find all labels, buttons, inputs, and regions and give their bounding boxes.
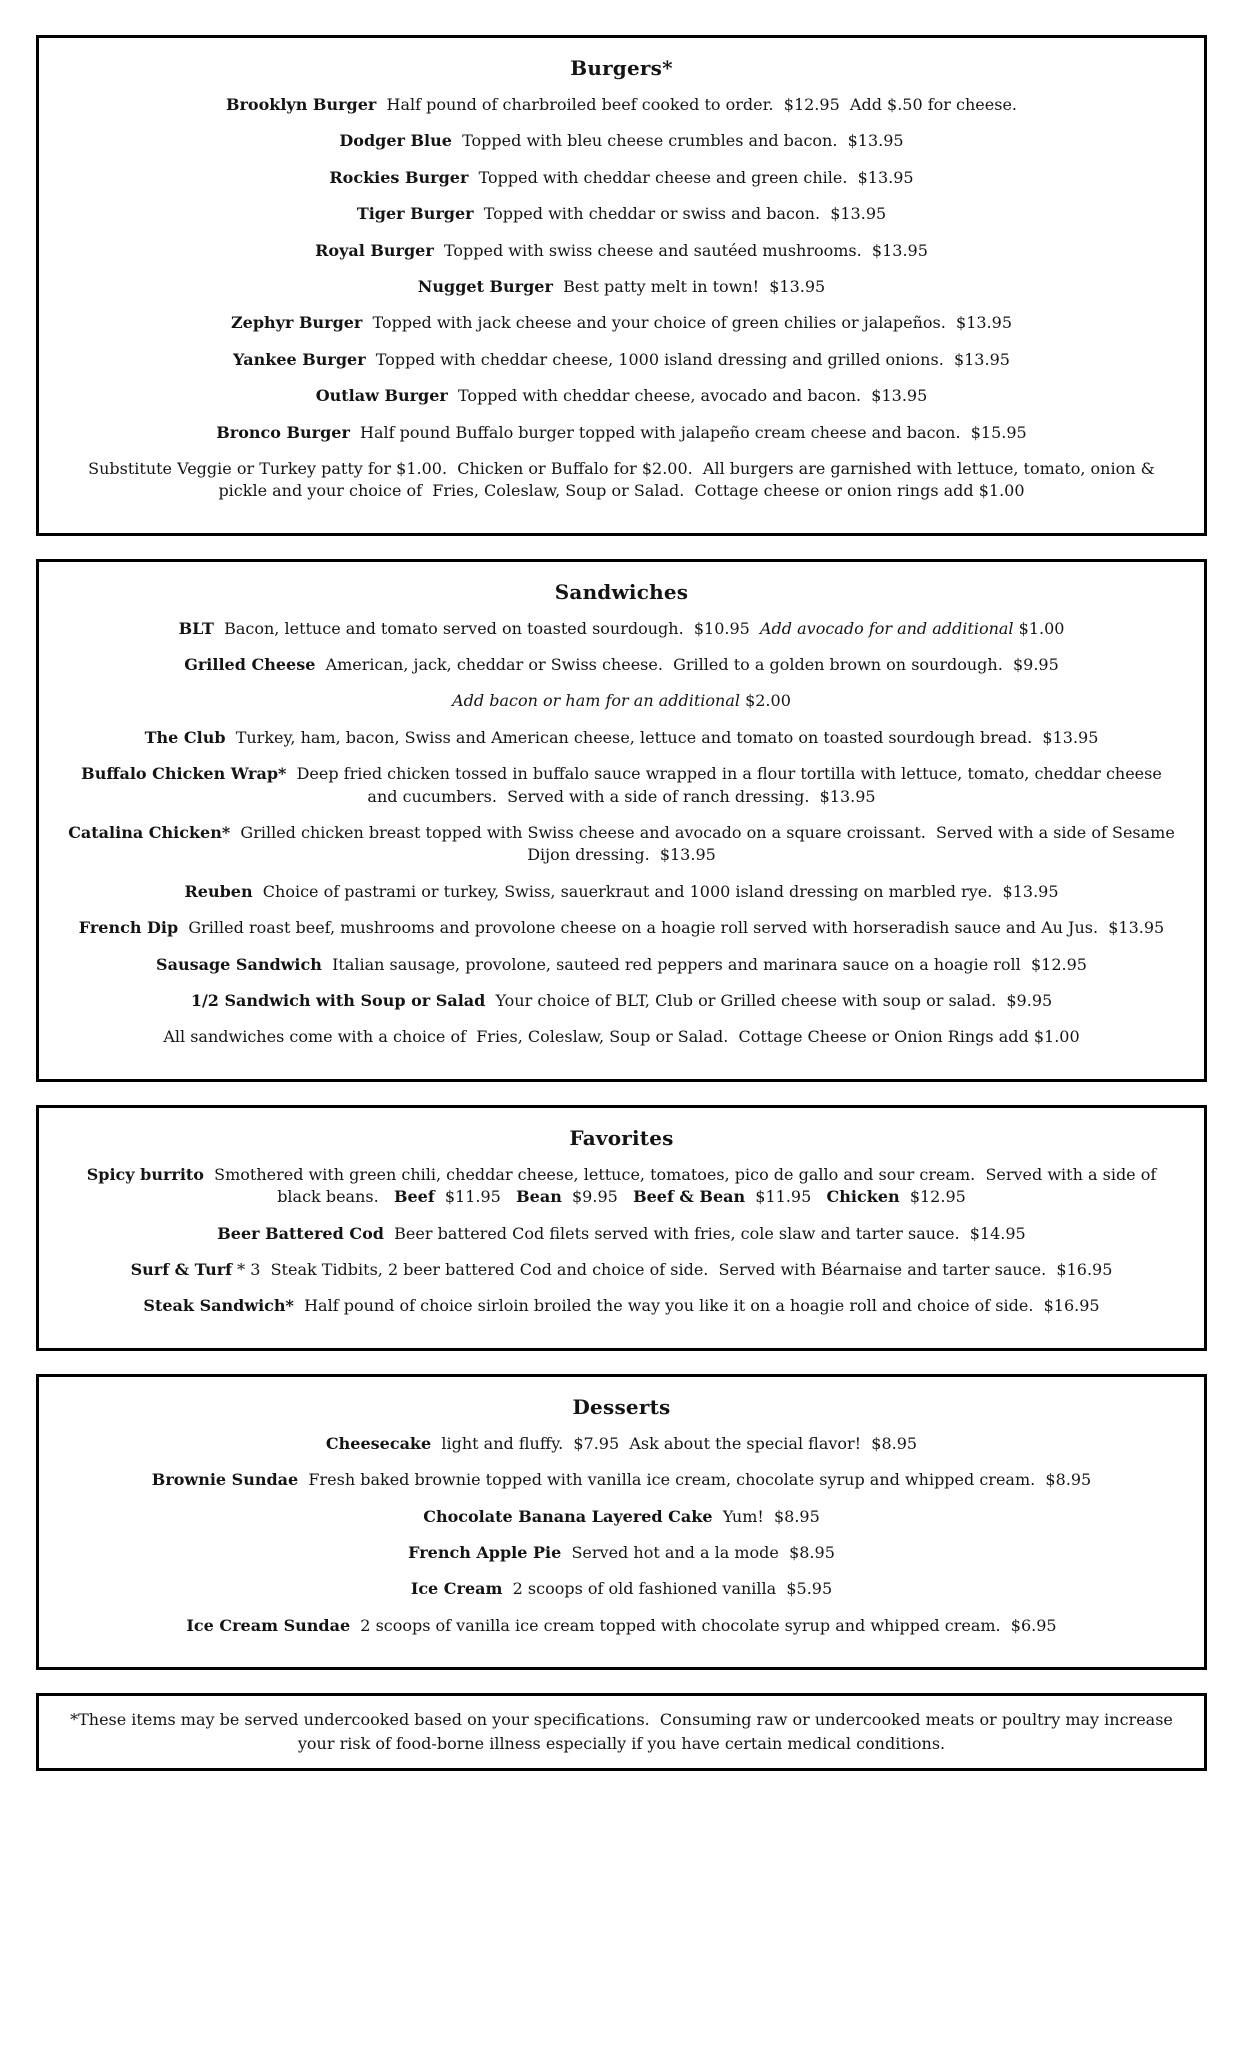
menu-item: [67, 385, 1176, 407]
item-description: American, jack, cheddar or Swiss cheese. Grilled to a golden brown on sourdough. $9.95: [315, 655, 1059, 675]
item-description: Topped with cheddar or swiss and bacon. $13.95: [473, 204, 887, 224]
item-description: Deep fried chicken tossed in buffalo sauce wrapped in a flour tortilla with lettuce, tomato, cheddar cheese and cucumbers. Served with a side of ranch dressing. $13.95: [286, 764, 1167, 806]
item-name: Reuben: [184, 881, 253, 901]
item-description: Yum! $8.95: [712, 1506, 820, 1526]
item-name: Cheesecake: [325, 1433, 432, 1453]
section-title: Sandwiches: [554, 579, 689, 604]
menu-item: [67, 1223, 1176, 1245]
item-description: Half pound of charbroiled beef cooked to order. $12.95 Add $.50 for cheese.: [376, 95, 1018, 114]
section-footnote: [57, 1026, 1186, 1048]
menu-item: [67, 130, 1176, 152]
menu-item: [67, 1506, 1176, 1528]
item-name: Beef & Bean: [633, 1187, 746, 1207]
item-name: Brownie Sundae: [151, 1470, 299, 1490]
item-description: 2 scoops of vanilla ice cream topped with chocolate syrup and whipped cream. $6.95: [350, 1615, 1057, 1635]
item-description: 2 scoops of old fashioned vanilla $5.95: [502, 1579, 833, 1599]
item-description: $12.95: [899, 1187, 966, 1207]
item-description: Topped with bleu cheese crumbles and bacon. $13.95: [451, 131, 904, 151]
item-name: Tiger Burger: [356, 204, 474, 224]
menu-page: [36, 35, 1207, 1771]
menu-item: [67, 94, 1176, 116]
item-note-italic: Add avocado for and additional: [760, 618, 1014, 638]
item-name: Catalina Chicken*: [68, 823, 231, 843]
menu-item: [67, 349, 1176, 371]
menu-item: [67, 1433, 1176, 1455]
item-name: Chicken: [826, 1187, 900, 1207]
menu-item: [67, 1164, 1176, 1209]
menu-item: [67, 1469, 1176, 1491]
menu-item: [67, 822, 1180, 867]
item-description: Half pound Buffalo burger topped with jalapeño cream cheese and bacon. $15.95: [349, 422, 1027, 442]
item-description: Topped with cheddar cheese, 1000 island dressing and grilled onions. $13.95: [365, 349, 1010, 369]
menu-item: [67, 917, 1176, 939]
item-description: All sandwiches come with a choice of Fries, Coleslaw, Soup or Salad. Cottage Cheese or Onion Rings add $1.00: [163, 1027, 1080, 1047]
item-name: French Apple Pie: [408, 1542, 562, 1562]
menu-item: [67, 727, 1176, 749]
item-description: Grilled chicken breast topped with Swiss cheese and avocado on a square croissant. Served with a side of Sesame Dijon dressing. $13.95: [230, 823, 1180, 865]
section-title: Desserts: [572, 1394, 671, 1419]
item-description: Beer battered Cod filets served with fries, cole slaw and tarter sauce. $14.95: [383, 1223, 1026, 1243]
menu-item: [67, 422, 1176, 444]
item-description: light and fluffy. $7.95 Ask about the special flavor! $8.95: [431, 1433, 918, 1453]
item-name: French Dip: [78, 918, 179, 938]
item-name: Dodger Blue: [339, 131, 452, 151]
item-description: Italian sausage, provolone, sauteed red peppers and marinara sauce on a hoagie roll $12.95: [321, 954, 1087, 974]
item-description: Half pound of choice sirloin broiled the way you like it on a hoagie roll and choice of side. $16.95: [293, 1296, 1100, 1316]
item-name: Bronco Burger: [216, 422, 350, 442]
item-name: Nugget Burger: [417, 276, 553, 296]
item-description: Turkey, ham, bacon, Swiss and American cheese, lettuce and tomato on toasted sourdough bread. $13.95: [225, 727, 1099, 747]
menu-section-sandwiches: [36, 559, 1207, 1082]
section-title: Burgers*: [570, 56, 673, 80]
item-name: Rockies Burger: [329, 167, 469, 187]
item-name: Yankee Burger: [233, 349, 366, 369]
menu-item: [67, 1542, 1176, 1564]
item-description: Topped with cheddar cheese and green chile. $13.95: [468, 167, 914, 187]
item-description: Choice of pastrami or turkey, Swiss, sauerkraut and 1000 island dressing on marbled rye. $13.95: [252, 881, 1059, 901]
menu-item: [67, 240, 1176, 262]
item-name: Steak Sandwich*: [143, 1296, 294, 1316]
section-title: Favorites: [569, 1125, 674, 1150]
menu-item: [67, 167, 1176, 189]
item-name: BLT: [178, 618, 214, 638]
menu-item: [67, 654, 1176, 676]
item-name: Grilled Cheese: [184, 655, 316, 675]
item-description: $9.95: [561, 1187, 634, 1207]
item-name: Beer Battered Cod: [217, 1223, 384, 1243]
menu-item: [67, 690, 1176, 712]
item-name: Bean: [516, 1187, 562, 1207]
item-name: Surf & Turf: [130, 1259, 233, 1279]
disclaimer-note: *These items may be served undercooked based on your specifications. Consuming raw or undercooked meats or poultry may increase your risk of food-borne illness especially if you have certain medical conditions.: [36, 1693, 1207, 1771]
item-name: Royal Burger: [315, 240, 434, 260]
item-description: Served hot and a la mode $8.95: [561, 1542, 835, 1562]
item-name: Spicy burrito: [86, 1164, 204, 1184]
menu-item: [67, 276, 1176, 298]
menu-item: [67, 990, 1176, 1012]
item-note-italic: Add bacon or ham for an additional: [452, 691, 740, 711]
item-name: Buffalo Chicken Wrap*: [81, 764, 287, 784]
menu-section-burgers: [36, 35, 1207, 536]
section-footnote: [57, 458, 1186, 503]
item-name: The Club: [144, 727, 226, 747]
item-description: Grilled roast beef, mushrooms and provolone cheese on a hoagie roll served with horseradish sauce and Au Jus. $13.95: [178, 918, 1165, 938]
item-name: Ice Cream Sundae: [186, 1615, 351, 1635]
menu-item: [67, 881, 1176, 903]
item-name: Sausage Sandwich: [156, 954, 322, 974]
menu-item: [67, 954, 1176, 976]
item-name: Beef: [393, 1187, 435, 1207]
item-description: $11.95: [745, 1187, 827, 1207]
menu-item: [67, 1259, 1176, 1281]
menu-sections: [36, 35, 1207, 1670]
item-description: $2.00: [739, 691, 791, 711]
item-name: 1/2 Sandwich with Soup or Salad: [190, 990, 486, 1010]
item-description: Substitute Veggie or Turkey patty for $1.00. Chicken or Buffalo for $2.00. All burgers are garnished with lettuce, tomato, onion & pickle and your choice of Fries, Coleslaw, Soup or Salad. Cottage cheese or onion rings add $1.00: [88, 458, 1171, 501]
menu-item: [67, 203, 1176, 225]
item-description: Bacon, lettuce and tomato served on toasted sourdough. $10.95: [213, 618, 760, 638]
item-description: $11.95: [434, 1187, 517, 1207]
item-description: Topped with swiss cheese and sautéed mushrooms. $13.95: [433, 240, 928, 260]
item-description: Smothered with green chili, cheddar cheese, lettuce, tomatoes, pico de gallo and sour cream. Served with a side of black beans.: [203, 1164, 1162, 1207]
item-description: Fresh baked brownie topped with vanilla ice cream, chocolate syrup and whipped cream. $8.95: [298, 1470, 1092, 1490]
menu-item: [67, 1295, 1176, 1317]
item-name: Zephyr Burger: [231, 313, 363, 333]
menu-section-desserts: [36, 1374, 1207, 1670]
menu-section-favorites: [36, 1105, 1207, 1351]
menu-item: [67, 618, 1176, 640]
item-description: Topped with cheddar cheese, avocado and bacon. $13.95: [447, 386, 928, 406]
menu-item: [67, 312, 1176, 334]
item-description: Your choice of BLT, Club or Grilled cheese with soup or salad. $9.95: [485, 990, 1053, 1010]
item-description: Best patty melt in town! $13.95: [552, 276, 826, 296]
item-description: * 3 Steak Tidbits, 2 beer battered Cod and choice of side. Served with Béarnaise and tarter sauce. $16.95: [232, 1259, 1113, 1279]
item-name: Brooklyn Burger: [225, 95, 377, 114]
menu-item: [67, 1578, 1176, 1600]
menu-item: [67, 1615, 1176, 1637]
item-name: Ice Cream: [410, 1579, 503, 1599]
item-description: Topped with jack cheese and your choice of green chilies or jalapeños. $13.95: [362, 313, 1012, 333]
item-name: Chocolate Banana Layered Cake: [423, 1506, 713, 1526]
item-name: Outlaw Burger: [315, 386, 448, 406]
menu-item: [67, 763, 1176, 808]
item-description: $1.00: [1013, 618, 1065, 638]
